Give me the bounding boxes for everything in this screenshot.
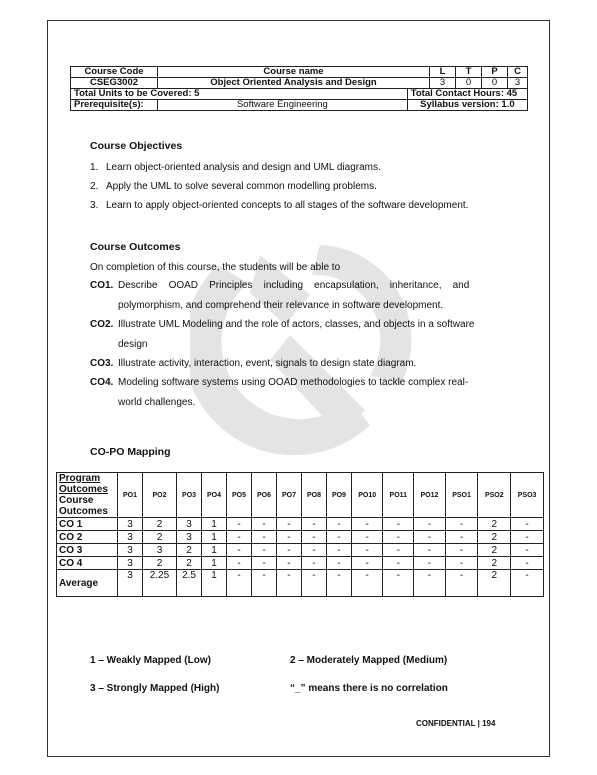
mapping-cell: - — [445, 570, 478, 597]
mapping-cell: 2.25 — [142, 570, 176, 597]
c-header: C — [508, 67, 528, 78]
course-code-header: Course Code — [71, 67, 158, 78]
mapping-cell: 2 — [478, 557, 511, 570]
mapping-cell: - — [252, 557, 277, 570]
mapping-cell: - — [414, 570, 445, 597]
objective-text: Apply the UML to solve several common modelling problems. — [106, 181, 377, 192]
mapping-cell: - — [301, 518, 326, 531]
mapping-cell: - — [414, 544, 445, 557]
po-column-header: PO12 — [414, 473, 445, 518]
mapping-cell: - — [276, 544, 301, 557]
outcome-code: CO3. — [90, 358, 114, 369]
mapping-cell: 3 — [118, 518, 143, 531]
mapping-cell: - — [351, 557, 382, 570]
mapping-cell: - — [351, 544, 382, 557]
outcome-line: Describe OOAD Principles including encapsulation, inheritance, and — [118, 280, 470, 291]
total-units: Total Units to be Covered: 5 — [71, 89, 408, 100]
mapping-cell: 1 — [202, 570, 227, 597]
outcome-line: world challenges. — [118, 396, 196, 408]
mapping-cell: - — [301, 544, 326, 557]
mapping-row — [57, 570, 544, 597]
legend-no-correlation: “_” means there is no correlation — [290, 683, 448, 694]
objective-number: 3. — [90, 200, 99, 211]
mapping-row — [57, 544, 544, 557]
legend-strong: 3 – Strongly Mapped (High) — [90, 683, 220, 694]
po-column-header: PO9 — [326, 473, 351, 518]
outcome-text — [118, 276, 508, 315]
outcome-code: CO4. — [90, 377, 114, 388]
outcome-code: CO2. — [90, 319, 114, 330]
prerequisite-label: Prerequisite(s): — [71, 100, 158, 111]
course-name-value: Object Oriented Analysis and Design — [158, 78, 430, 89]
mapping-cell: 2 — [142, 531, 176, 544]
mapping-cell: - — [227, 544, 252, 557]
mapping-cell: - — [227, 570, 252, 597]
po-column-header: PO8 — [301, 473, 326, 518]
mapping-cell: - — [326, 544, 351, 557]
mapping-cell: 2 — [142, 557, 176, 570]
syllabus-version: Syllabus version: 1.0 — [407, 100, 527, 111]
mapping-cell: 3 — [118, 531, 143, 544]
mapping-cell: 1 — [202, 544, 227, 557]
outcome-line: Illustrate activity, interaction, event, signals to design state diagram. — [118, 358, 417, 369]
mapping-row-label: Average — [57, 570, 118, 597]
c-value: 3 — [508, 78, 528, 89]
mapping-cell: - — [414, 518, 445, 531]
mapping-cell: - — [301, 570, 326, 597]
mapping-row — [57, 557, 544, 570]
mapping-cell: - — [301, 557, 326, 570]
total-contact-hours: Total Contact Hours: 45 — [407, 89, 527, 100]
mapping-cell: - — [383, 570, 414, 597]
mapping-cell: - — [445, 531, 478, 544]
mapping-cell: - — [351, 531, 382, 544]
objective-item — [90, 180, 520, 194]
po-column-header: PO10 — [351, 473, 382, 518]
mapping-cell: - — [511, 518, 544, 531]
outcomes-heading: Course Outcomes — [90, 241, 181, 253]
mapping-row-label: CO 3 — [57, 544, 118, 557]
mapping-cell: - — [511, 544, 544, 557]
mapping-cell: - — [511, 531, 544, 544]
outcome-line: polymorphism, and comprehend their relevance in software development. — [118, 299, 444, 311]
mapping-cell: - — [252, 531, 277, 544]
mapping-corner-cell — [57, 473, 118, 518]
outcome-line: design — [118, 338, 148, 350]
prerequisite-value: Software Engineering — [158, 100, 408, 111]
outcome-text — [118, 354, 508, 374]
mapping-cell: - — [445, 544, 478, 557]
mapping-cell: 1 — [202, 531, 227, 544]
mapping-cell: - — [414, 557, 445, 570]
mapping-cell: 2 — [478, 531, 511, 544]
mapping-cell: - — [445, 518, 478, 531]
mapping-cell: - — [414, 531, 445, 544]
mapping-cell: - — [301, 531, 326, 544]
mapping-cell: - — [511, 557, 544, 570]
l-header: L — [430, 67, 456, 78]
mapping-cell: - — [276, 531, 301, 544]
mapping-cell: 2 — [177, 557, 202, 570]
objectives-heading: Course Objectives — [90, 140, 183, 152]
legend-moderate: 2 – Moderately Mapped (Medium) — [290, 655, 448, 666]
course-outcomes-label: Course Outcomes — [59, 495, 108, 517]
program-outcomes-label: Program Outcomes — [59, 473, 108, 495]
mapping-row — [57, 531, 544, 544]
mapping-cell: - — [383, 518, 414, 531]
mapping-cell: - — [326, 557, 351, 570]
mapping-heading: CO-PO Mapping — [90, 446, 171, 458]
p-header: P — [482, 67, 508, 78]
t-value: 0 — [456, 78, 482, 89]
mapping-row-label: CO 2 — [57, 531, 118, 544]
objective-item — [90, 161, 520, 175]
mapping-cell: - — [227, 518, 252, 531]
mapping-cell: - — [326, 518, 351, 531]
mapping-cell: 2 — [478, 570, 511, 597]
po-column-header: PSO1 — [445, 473, 478, 518]
objective-text: Learn object-oriented analysis and design and UML diagrams. — [106, 162, 381, 173]
mapping-cell: - — [383, 531, 414, 544]
mapping-cell: 2 — [177, 544, 202, 557]
objective-number: 1. — [90, 162, 99, 173]
po-column-header: PO1 — [118, 473, 143, 518]
mapping-cell: - — [326, 531, 351, 544]
mapping-row-label: CO 4 — [57, 557, 118, 570]
mapping-cell: - — [276, 557, 301, 570]
p-value: 0 — [482, 78, 508, 89]
l-value: 3 — [430, 78, 456, 89]
mapping-cell: 3 — [118, 570, 143, 597]
mapping-cell: - — [227, 531, 252, 544]
mapping-cell: 3 — [177, 518, 202, 531]
objective-item — [90, 199, 520, 213]
mapping-cell: - — [227, 557, 252, 570]
mapping-cell: - — [511, 570, 544, 597]
mapping-cell: 1 — [202, 518, 227, 531]
outcome-line: Illustrate UML Modeling and the role of actors, classes, and objects in a software — [118, 319, 475, 330]
po-column-header: PO4 — [202, 473, 227, 518]
mapping-cell: 3 — [118, 544, 143, 557]
co-po-mapping-table — [56, 472, 544, 597]
course-name-header: Course name — [158, 67, 430, 78]
mapping-cell: - — [326, 570, 351, 597]
mapping-cell: - — [445, 557, 478, 570]
mapping-cell: 3 — [118, 557, 143, 570]
mapping-cell: - — [252, 518, 277, 531]
objective-number: 2. — [90, 181, 99, 192]
confidential-footer: CONFIDENTIAL | 194 — [416, 719, 496, 728]
mapping-row — [57, 518, 544, 531]
course-code-value: CSEG3002 — [71, 78, 158, 89]
outcome-code: CO1. — [90, 280, 114, 291]
mapping-cell: 2 — [478, 544, 511, 557]
legend-weak: 1 – Weakly Mapped (Low) — [90, 655, 211, 666]
mapping-cell: - — [276, 518, 301, 531]
mapping-cell: - — [383, 544, 414, 557]
course-info-table — [70, 66, 528, 111]
po-column-header: PO11 — [383, 473, 414, 518]
mapping-cell: 2.5 — [177, 570, 202, 597]
mapping-header-row — [57, 473, 544, 518]
outcome-text — [118, 315, 508, 354]
mapping-row-label: CO 1 — [57, 518, 118, 531]
mapping-cell: - — [252, 570, 277, 597]
mapping-cell: - — [276, 570, 301, 597]
po-column-header: PO5 — [227, 473, 252, 518]
mapping-cell: - — [383, 557, 414, 570]
outcome-line: Modeling software systems using OOAD methodologies to tackle complex real- — [118, 377, 469, 388]
t-header: T — [456, 67, 482, 78]
po-column-header: PO3 — [177, 473, 202, 518]
mapping-cell: - — [351, 518, 382, 531]
mapping-cell: 2 — [478, 518, 511, 531]
po-column-header: PSO3 — [511, 473, 544, 518]
mapping-cell: 2 — [142, 518, 176, 531]
po-column-header: PO7 — [276, 473, 301, 518]
mapping-cell: - — [252, 544, 277, 557]
po-column-header: PO6 — [252, 473, 277, 518]
mapping-cell: 3 — [142, 544, 176, 557]
mapping-cell: 1 — [202, 557, 227, 570]
outcome-text — [118, 373, 508, 412]
mapping-cell: 3 — [177, 531, 202, 544]
po-column-header: PSO2 — [478, 473, 511, 518]
outcomes-intro: On completion of this course, the students will be able to — [90, 262, 341, 273]
mapping-cell: - — [351, 570, 382, 597]
po-column-header: PO2 — [142, 473, 176, 518]
objective-text: Learn to apply object-oriented concepts to all stages of the software development. — [106, 200, 469, 211]
